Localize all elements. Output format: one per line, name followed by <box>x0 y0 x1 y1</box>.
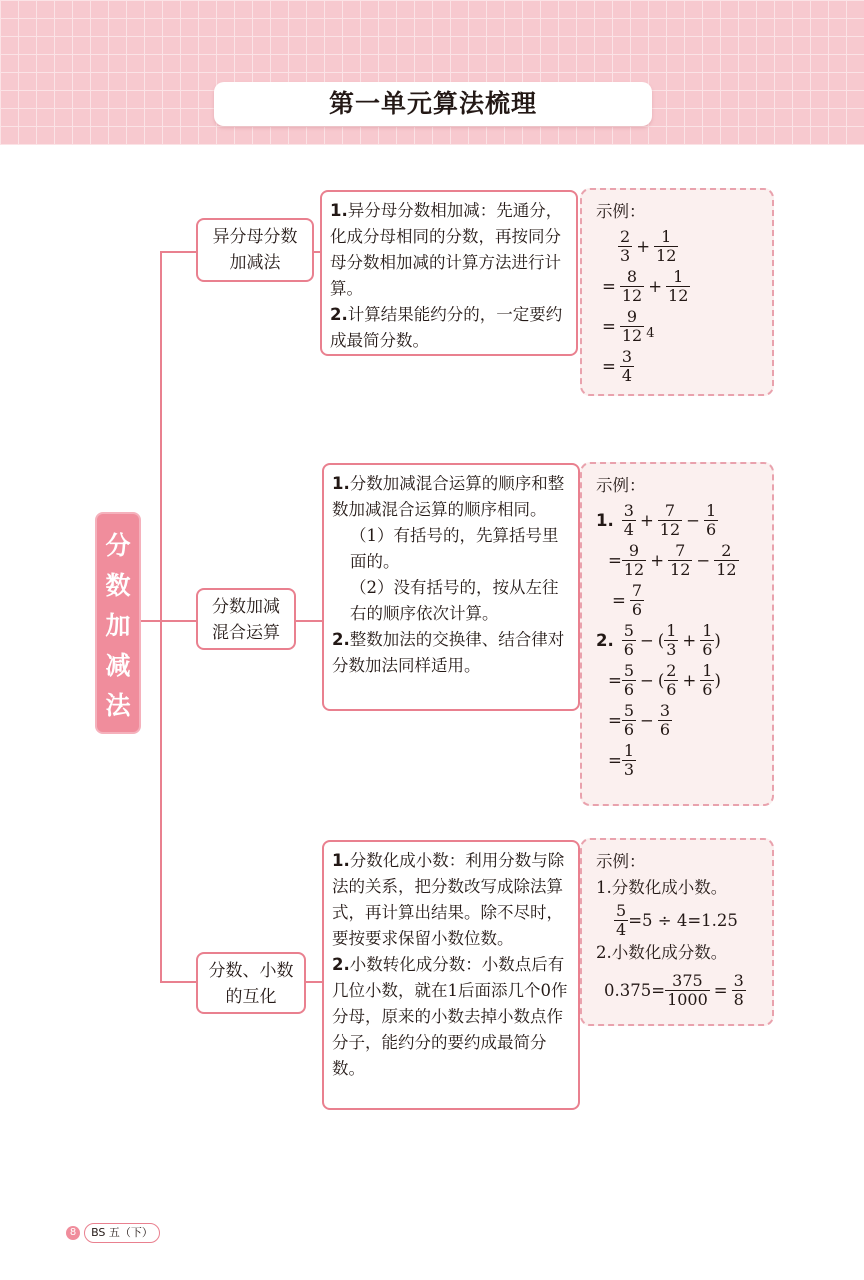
fraction: $\frac{3}{4}$ <box>623 500 634 539</box>
fraction: $\frac{1}{6}$ <box>702 620 713 659</box>
fraction: $\frac{8}{12}$ <box>621 266 643 305</box>
expression-row: = $\frac{8}{12}$ + $\frac{1}{12}$ <box>602 266 689 305</box>
topic-unlike-denominators <box>196 218 314 282</box>
fraction: $\frac{1}{3}$ <box>666 620 677 659</box>
rule-item: 2.计算结果能约分的，一定要约成最简分数。 <box>330 305 563 350</box>
root-char: 分 <box>105 531 131 560</box>
expression-row: = $\frac{7}{6}$ <box>612 580 643 619</box>
topic-line: 分数、小数 <box>208 961 294 981</box>
fraction: $\frac{7}{6}$ <box>631 580 643 619</box>
fraction: $\frac{5}{6}$ <box>623 700 635 739</box>
page-number: 8 <box>66 1226 80 1240</box>
root-char: 数 <box>105 571 131 600</box>
cancelled-fraction: $\frac{9}{12}$ <box>621 306 643 345</box>
fraction: $\frac{2}{3}$ <box>620 226 631 265</box>
cancel-note: 4 <box>646 325 655 341</box>
trunk-line <box>160 251 162 982</box>
expression-row: = $\frac{3}{4}$ <box>602 346 633 385</box>
rule-item: 1.异分母分数相加减：先通分，化成分母相同的分数，再按同分母分数相加减的计算方法进行计算。 <box>330 201 563 298</box>
branch-line-1 <box>160 251 196 253</box>
expression-row <box>596 900 758 940</box>
fraction: $\frac{375}{1000}$ <box>667 970 708 1009</box>
division-expression: =5 ÷ 4=1.25 <box>628 910 738 930</box>
topic-mixed-operations <box>196 588 296 650</box>
topic-line: 加减法 <box>229 253 281 273</box>
rule-item: 2.小数转化成分数：小数点后有几位小数，就在1后面添几个0作分母，原来的小数去掉小数点作分子，能约分的要约成最简分数。 <box>332 955 568 1078</box>
fraction: $\frac{3}{6}$ <box>659 700 671 739</box>
fraction: $\frac{5}{4}$ <box>616 900 627 939</box>
fraction: $\frac{1}{6}$ <box>705 500 717 539</box>
root-char: 减 <box>105 651 131 680</box>
rule-box-3 <box>322 840 580 1110</box>
example-label: 示例： <box>596 852 646 871</box>
topic-fraction-decimal-conversion <box>196 952 306 1014</box>
expression-row: $\frac{2}{3}$ + $\frac{1}{12}$ <box>620 226 677 265</box>
root-char: 法 <box>105 691 131 720</box>
example-box-2 <box>580 462 774 806</box>
example-label: 示例： <box>596 476 646 495</box>
branch-line-3 <box>160 981 196 983</box>
rule-item: （1）有括号的，先算括号里面的。 <box>350 526 559 571</box>
fraction: $\frac{2}{6}$ <box>666 660 677 699</box>
fraction: $\frac{1}{12}$ <box>668 266 689 305</box>
rule-box-2 <box>322 463 580 711</box>
expression-row: 1. $\frac{3}{4}$ + $\frac{7}{12}$ − $\frac{1}{6}$ <box>596 500 717 539</box>
rule-item: 2.整数加法的交换律、结合律对分数加法同样适用。 <box>332 630 565 675</box>
root-char: 加 <box>105 611 131 640</box>
root-node <box>95 512 141 734</box>
rule-item: （2）没有括号的，按从左往右的顺序依次计算。 <box>350 578 559 623</box>
fraction: $\frac{1}{6}$ <box>702 660 713 699</box>
expression-row: = $\frac{1}{3}$ <box>608 740 635 779</box>
topic-line: 分数加减 <box>212 597 280 617</box>
example-heading: 1.分数化成小数。 <box>596 878 728 897</box>
branch-line-2 <box>160 620 196 622</box>
expression-row: = $\frac{9}{12}$ 4 <box>602 306 655 345</box>
example-box-1 <box>580 188 774 396</box>
fraction: $\frac{5}{6}$ <box>623 660 635 699</box>
fraction: $\frac{3}{8}$ <box>733 970 744 1009</box>
fraction: $\frac{3}{4}$ <box>621 346 633 385</box>
fraction: $\frac{2}{12}$ <box>716 540 737 579</box>
page-title: 第一单元算法梳理 <box>214 82 652 126</box>
fraction: $\frac{1}{3}$ <box>623 740 635 779</box>
expression-row: = $\frac{5}{6}$ − $\frac{3}{6}$ <box>608 700 671 739</box>
example-box-3 <box>580 838 774 1026</box>
root-connector <box>141 620 161 622</box>
rule-connector-2 <box>296 620 322 622</box>
fraction: $\frac{5}{6}$ <box>623 620 634 659</box>
topic-line: 异分母分数 <box>212 227 298 247</box>
expression-row: = $\frac{9}{12}$ + $\frac{7}{12}$ − $\frac{2}{12}$ <box>608 540 737 579</box>
fraction: $\frac{7}{12}$ <box>670 540 691 579</box>
expression-row: 0.375= $\frac{375}{1000}$ = $\frac{3}{8}$ <box>604 970 744 1009</box>
expression-row: = $\frac{5}{6}$ − ( $\frac{2}{6}$ + $\frac{1}{6}$ ) <box>608 660 721 699</box>
example-heading: 2.小数化成分数。 <box>596 943 728 962</box>
footer-label: BS 五（下） <box>84 1223 160 1243</box>
topic-line: 混合运算 <box>212 623 280 643</box>
example-label: 示例： <box>596 202 646 221</box>
rule-item: 1.分数化成小数：利用分数与除法的关系，把分数改写成除法算式，再计算出结果。除不尽时，要按要求保留小数位数。 <box>332 851 565 948</box>
rule-item: 1.分数加减混合运算的顺序和整数加减混合运算的顺序相同。 <box>332 474 565 519</box>
rule-box-1 <box>320 190 578 356</box>
fraction: $\frac{7}{12}$ <box>659 500 681 539</box>
topic-line: 的互化 <box>225 987 277 1007</box>
fraction: $\frac{9}{12}$ <box>623 540 645 579</box>
expression-row: 2. $\frac{5}{6}$ − ( $\frac{1}{3}$ + $\frac{1}{6}$ ) <box>596 620 721 659</box>
fraction: $\frac{1}{12}$ <box>656 226 677 265</box>
